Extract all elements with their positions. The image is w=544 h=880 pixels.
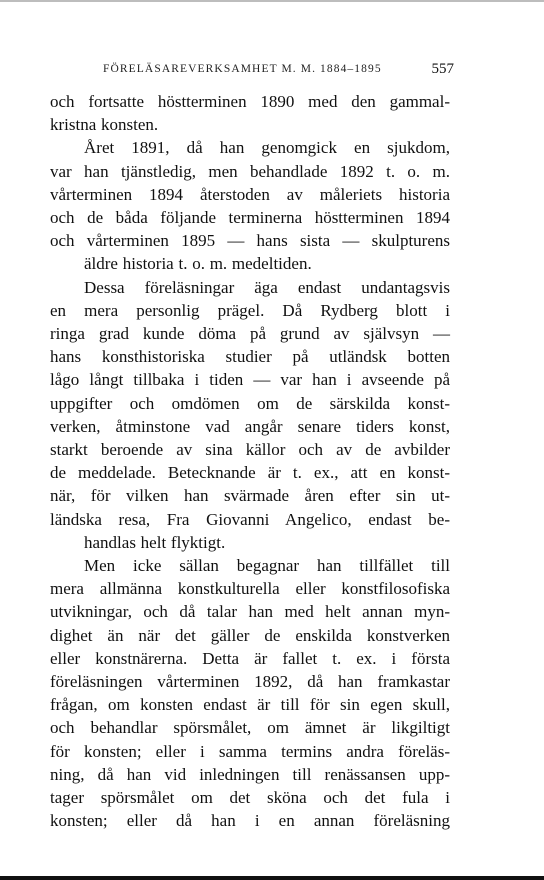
text-line: lågo långt tillbaka i tiden — var han i avseende på bbox=[50, 370, 450, 390]
text-line: eller konstnärerna. Detta är fallet t. ex. i första bbox=[50, 648, 450, 668]
text-line: vårterminen 1894 återstoden av måleriets historia bbox=[50, 184, 450, 204]
text-line: de meddelade. Betecknande är t. ex., att en konst- bbox=[50, 463, 450, 483]
text-line: äldre historia t. o. m. medeltiden. bbox=[84, 254, 312, 274]
text-line: frågan, om konsten endast är till för sin egen skull, bbox=[50, 695, 450, 715]
text-line: tager spörsmålet om det sköna och det fula i bbox=[50, 788, 450, 808]
paragraph bbox=[50, 276, 450, 554]
text-line: föreläsningen vårterminen 1892, då han framkastar bbox=[50, 672, 450, 692]
text-line: ning, då han vid inledningen till renässansen upp- bbox=[50, 764, 450, 784]
running-head bbox=[50, 61, 454, 81]
text-line: kristna konsten. bbox=[50, 115, 159, 135]
text-line: utvikningar, och då talar han med helt annan myn- bbox=[50, 602, 450, 622]
paragraph bbox=[50, 554, 450, 832]
text-line: uppgifter och omdömen om de särskilda konst- bbox=[50, 393, 450, 413]
text-line: och fortsatte höstterminen 1890 med den gammal- bbox=[50, 92, 450, 111]
text-line: dighet än när det gäller de enskilda konstverken bbox=[50, 625, 450, 645]
text-line: starkt beroende av sina källor och av de avbilder bbox=[50, 440, 450, 460]
text-line: verken, åtminstone vad angår senare tiders konst, bbox=[50, 416, 450, 436]
page-number: 557 bbox=[431, 61, 454, 77]
text-line: Dessa föreläsningar äga endast undantagsvis bbox=[84, 277, 450, 297]
text-line: en mera personlig prägel. Då Rydberg blott i bbox=[50, 300, 450, 320]
text-line: när, för vilken han svärmade åren efter sin ut- bbox=[50, 486, 450, 506]
text-line: ringa grad kunde döma på grund av självsyn — bbox=[50, 324, 450, 344]
text-line: och behandlar spörsmålet, om ämnet är likgiltigt bbox=[50, 718, 450, 738]
text-line: hans konsthistoriska studier på utländsk botten bbox=[50, 347, 450, 367]
paragraph bbox=[50, 90, 450, 136]
bottom-scan-edge bbox=[0, 876, 544, 880]
text-line: mera allmänna konstkulturella eller konstfilosofiska bbox=[50, 579, 450, 599]
paragraph bbox=[50, 136, 450, 275]
text-line: handlas helt flyktigt. bbox=[84, 532, 226, 552]
text-line: konsten; eller då han i en annan föreläsning bbox=[50, 811, 450, 831]
top-scan-edge bbox=[0, 0, 544, 2]
body-text bbox=[50, 90, 450, 833]
text-line: och vårterminen 1895 — hans sista — skulpturens bbox=[50, 231, 450, 251]
text-line: för konsten; eller i samma termins andra föreläs- bbox=[50, 741, 450, 761]
text-line: var han tjänstledig, men behandlade 1892 t. o. m. bbox=[50, 161, 450, 181]
text-line: och de båda följande terminerna höstterminen 1894 bbox=[50, 208, 450, 228]
text-line: ländska resa, Fra Giovanni Angelico, endast be- bbox=[50, 509, 450, 529]
text-line: Men icke sällan begagnar han tillfället till bbox=[84, 556, 450, 576]
running-head-title: FÖRELÄSAREVERKSAMHET M. M. 1884–1895 bbox=[103, 63, 382, 75]
text-line: Året 1891, då han genomgick en sjukdom, bbox=[84, 138, 450, 158]
